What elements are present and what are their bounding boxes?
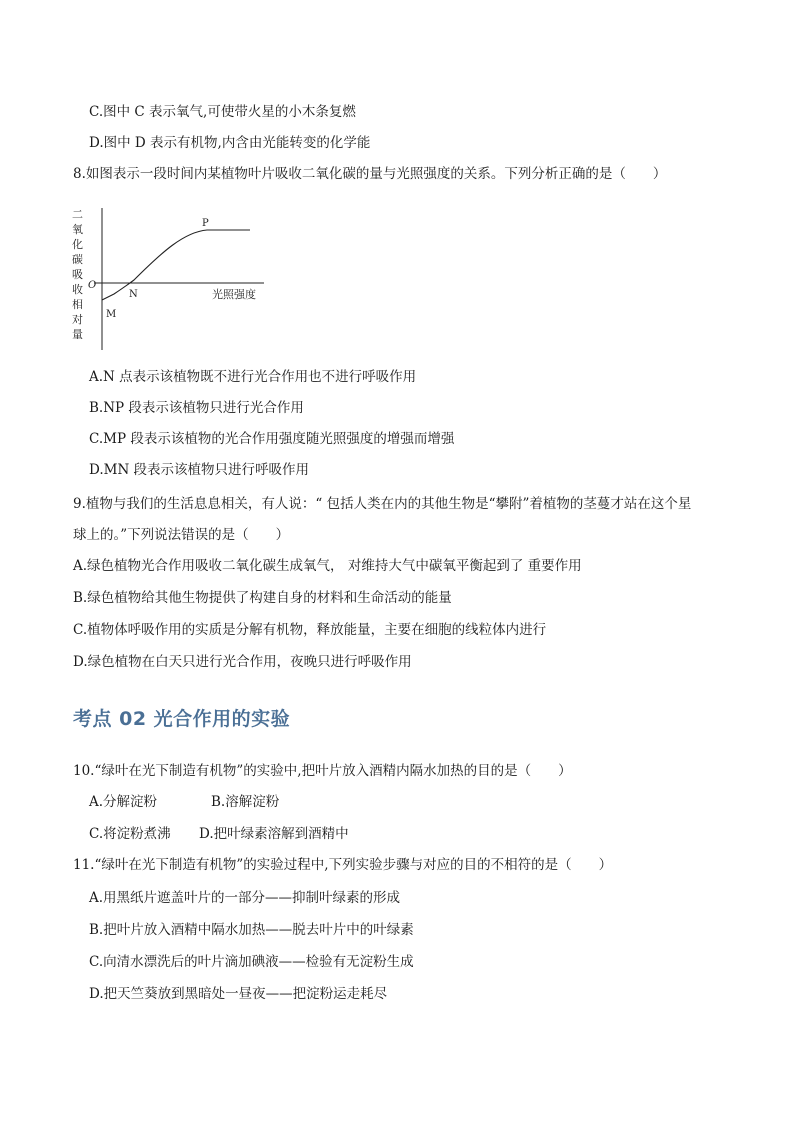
- q8-option-a: A.N 点表示该植物既不进行光合作用也不进行呼吸作用: [89, 369, 417, 385]
- q10-option-c: C.将淀粉煮沸: [89, 826, 171, 842]
- co2-absorption-figure: [72, 206, 282, 356]
- q9-option-a: A.绿色植物光合作用吸收二氧化碳生成氧气， 对维持大气中碳氧平衡起到了 重要作用: [73, 558, 582, 574]
- q9-option-d: D.绿色植物在白天只进行光合作用，夜晚只进行呼吸作用: [73, 654, 412, 670]
- q10-option-b: B.溶解淀粉: [211, 794, 280, 810]
- y-axis-label: [72, 208, 83, 341]
- q7-option-d: D.图中 D 表示有机物,内含由光能转变的化学能: [89, 135, 371, 151]
- q11-stem: 11.“绿叶在光下制造有机物”的实验过程中,下列实验步骤与对应的目的不相符的是（ ）: [73, 857, 613, 873]
- q11-option-c: C.向清水漂洗后的叶片滴加碘液——检验有无淀粉生成: [89, 954, 414, 970]
- q11-option-a: A.用黑纸片遮盖叶片的一部分——抑制叶绿素的形成: [89, 890, 401, 906]
- section-heading: 考点 02 光合作用的实验: [73, 708, 291, 730]
- y-label-char: 对: [72, 313, 83, 326]
- origin-label: O: [88, 280, 97, 291]
- q9-stem-line1: 9.植物与我们的生活息息相关，有人说：“ 包括人类在内的其他生物是“攀附”着植物的茎蔓才站在这个星: [73, 496, 692, 512]
- x-axis-label: 光照强度: [212, 288, 256, 301]
- q8-option-c: C.MP 段表示该植物的光合作用强度随光照强度的增强而增强: [89, 431, 455, 447]
- y-label-char: 吸: [72, 268, 83, 281]
- q7-option-c: C.图中 C 表示氧气,可使带火星的小木条复燃: [89, 104, 356, 120]
- point-p-label: P: [202, 218, 209, 229]
- q9-option-c: C.植物体呼吸作用的实质是分解有机物，释放能量，主要在细胞的线粒体内进行: [73, 622, 547, 638]
- q11-option-d: D.把天竺葵放到黑暗处一昼夜——把淀粉运走耗尽: [89, 986, 388, 1002]
- q8-option-b: B.NP 段表示该植物只进行光合作用: [89, 400, 304, 416]
- q8-stem: 8.如图表示一段时间内某植物叶片吸收二氧化碳的量与光照强度的关系。下列分析正确的是（ ）: [73, 166, 667, 182]
- q10-stem: 10.“绿叶在光下制造有机物”的实验中,把叶片放入酒精内隔水加热的目的是（ ）: [73, 763, 572, 779]
- y-label-char: 收: [72, 283, 83, 296]
- q9-option-b: B.绿色植物给其他生物提供了构建自身的材料和生命活动的能量: [73, 590, 452, 606]
- point-n-label: N: [129, 289, 138, 300]
- q9-stem-line2: 球上的。”下列说法错误的是（ ）: [73, 527, 290, 543]
- y-label-char: 二: [72, 208, 83, 221]
- y-label-char: 氧: [72, 223, 83, 236]
- q10-option-d: D.把叶绿素溶解到酒精中: [199, 826, 349, 842]
- point-m-label: M: [106, 309, 117, 320]
- y-label-char: 相: [72, 298, 83, 311]
- y-label-char: 量: [72, 328, 83, 341]
- y-label-char: 化: [72, 238, 83, 251]
- q11-option-b: B.把叶片放入酒精中隔水加热——脱去叶片中的叶绿素: [89, 922, 414, 938]
- y-label-char: 碳: [72, 253, 83, 266]
- q8-option-d: D.MN 段表示该植物只进行呼吸作用: [89, 462, 310, 478]
- q10-option-a: A.分解淀粉: [89, 794, 158, 810]
